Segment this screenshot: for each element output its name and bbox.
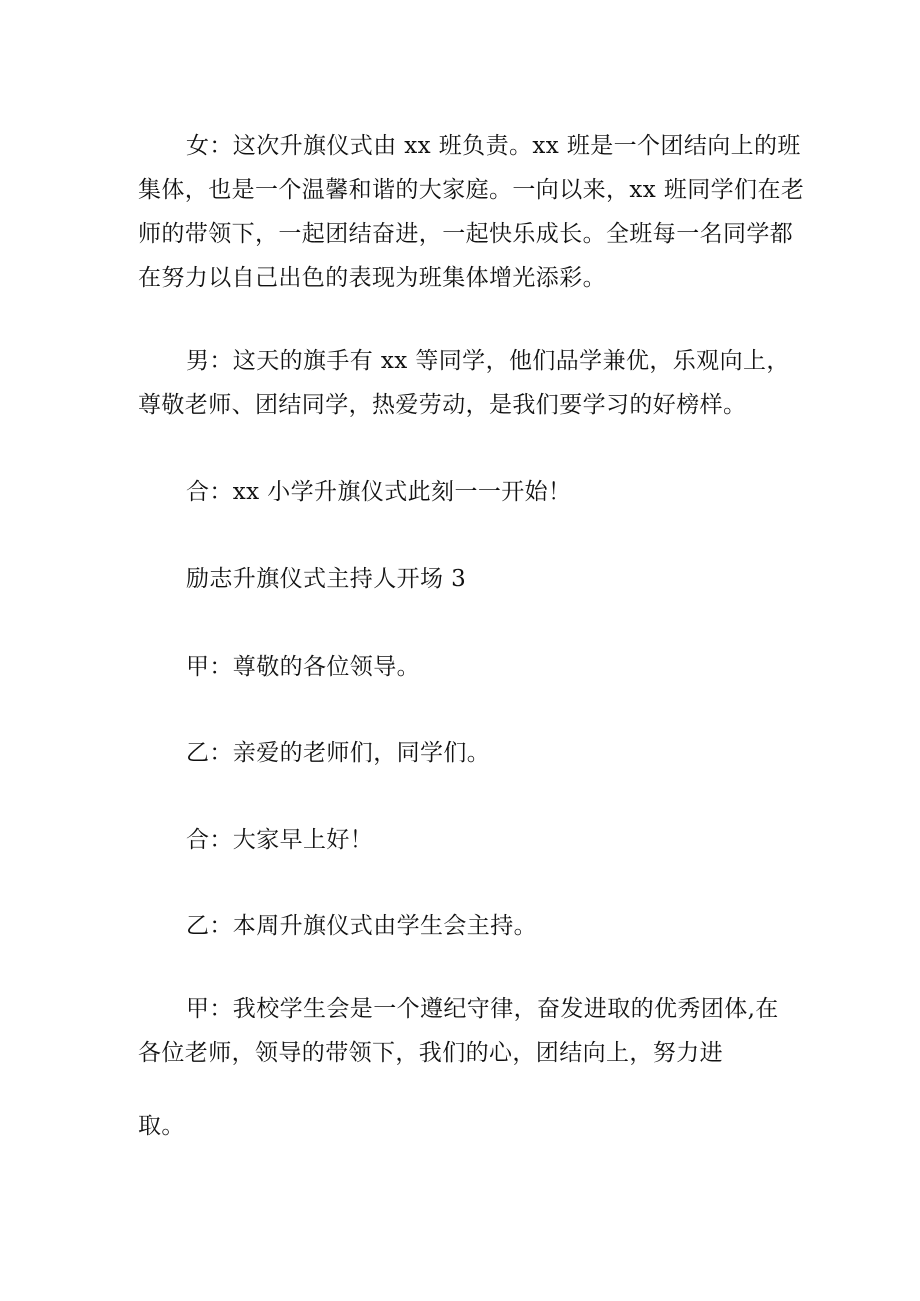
text-line: 乙：本周升旗仪式由学生会主持。 xyxy=(186,913,537,939)
text-line: 尊敬老师、团结同学，热爱劳动，是我们要学习的好榜样。 xyxy=(138,392,747,418)
paragraph-female-intro xyxy=(138,124,805,300)
text-line: 甲：尊敬的各位领导。 xyxy=(186,654,420,680)
text-line: 乙：亲爱的老师们，同学们。 xyxy=(186,740,491,766)
text-line: 师的带领下，一起团结奋进，一起快乐成长。全班每一名同学都 xyxy=(138,221,794,247)
text-line: 取。 xyxy=(138,1113,185,1139)
text-line: 集体，也是一个温馨和谐的大家庭。一向以来，xx 班同学们在老 xyxy=(138,177,805,203)
paragraph-yi-greeting xyxy=(138,731,786,775)
paragraph-continuation xyxy=(138,1104,786,1148)
paragraph-male-flag-bearers xyxy=(138,339,790,427)
text-line: 男：这天的旗手有 xx 等同学，他们品学兼优，乐观向上， xyxy=(186,348,790,374)
section-heading xyxy=(138,557,786,601)
text-line: 合：xx 小学升旗仪式此刻一一开始！ xyxy=(186,479,572,505)
paragraph-together-start xyxy=(138,470,786,514)
paragraph-jia-student-union xyxy=(138,987,786,1075)
text-line: 合：大家早上好！ xyxy=(186,827,374,853)
section-title: 励志升旗仪式主持人开场 3 xyxy=(186,566,467,592)
text-line: 女：这次升旗仪式由 xx 班负责。xx 班是一个团结向上的班 xyxy=(186,133,801,159)
paragraph-yi-host xyxy=(138,904,786,948)
text-line: 在努力以自己出色的表现为班集体增光添彩。 xyxy=(138,265,606,291)
paragraph-jia-greeting xyxy=(138,645,786,689)
text-line: 甲：我校学生会是一个遵纪守律，奋发进取的优秀团体,在 xyxy=(186,996,779,1022)
paragraph-together-morning xyxy=(138,818,786,862)
text-line: 各位老师，领导的带领下，我们的心，团结向上，努力进 xyxy=(138,1040,723,1066)
